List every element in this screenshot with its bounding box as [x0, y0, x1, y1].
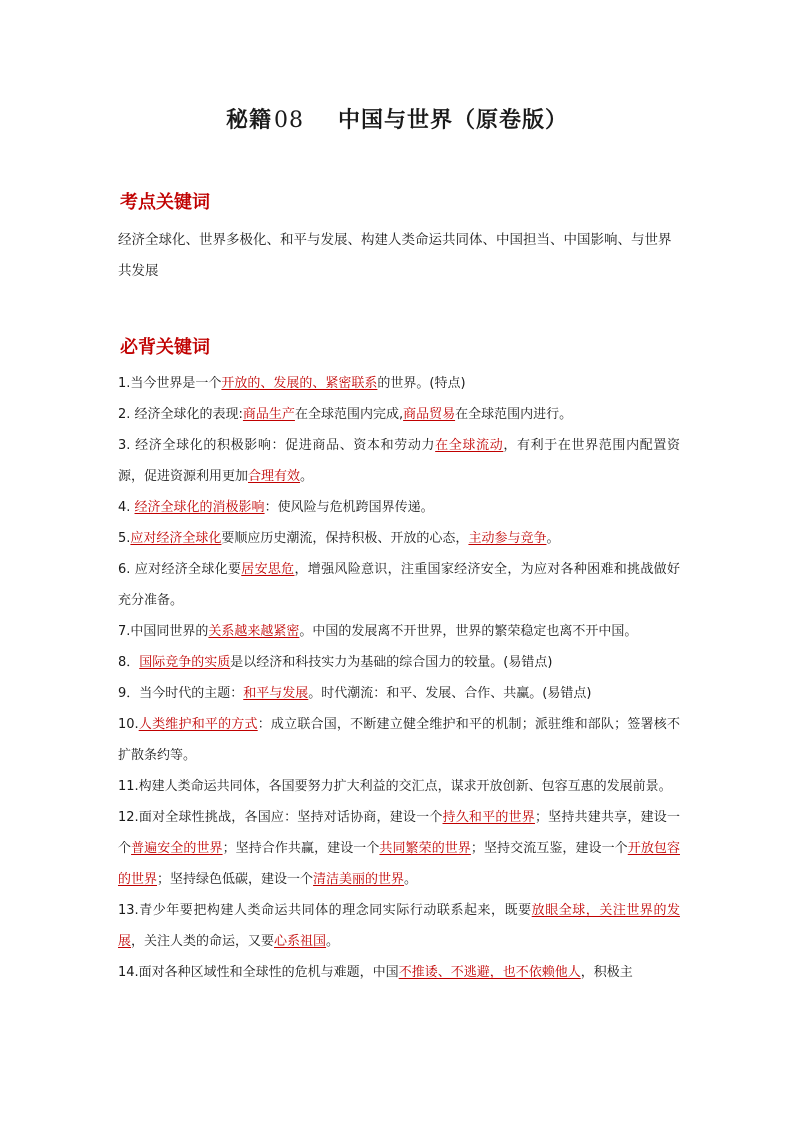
highlighted-keyword: 共同繁荣的世界 — [379, 841, 471, 856]
item-text: 7.中国同世界的 — [118, 624, 209, 639]
highlighted-keyword: 开放的、发展的、紧密联系 — [221, 376, 378, 391]
list-item — [118, 957, 680, 988]
list-item — [118, 554, 680, 616]
item-text: ：成立联合国，不断建立健全维护和平的机制；派驻维和部队；签署核不扩散条约等。 — [118, 717, 680, 763]
highlighted-keyword: 持久和平的世界 — [442, 810, 535, 825]
item-text: 3. 经济全球化的积极影响：促进商品、资本和劳动力 — [118, 438, 436, 453]
item-text: 。 — [300, 469, 314, 484]
title-number: 08 — [274, 108, 304, 133]
highlighted-keyword: 国际竞争的实质 — [139, 655, 231, 670]
highlighted-keyword: 关系越来越紧密 — [208, 624, 300, 639]
item-text: ，有利于在世界范围内配置资源，促进资源利用更加 — [118, 438, 680, 484]
list-item — [118, 399, 680, 430]
item-text: 11.构建人类命运共同体，各国要努力扩大利益的交汇点，谋求开放创新、包容互惠的发展前景。 — [118, 779, 672, 794]
memorize-heading: 必背关键词 — [120, 337, 210, 358]
highlighted-keyword: 居安思危 — [241, 562, 295, 577]
highlighted-keyword: 清洁美丽的世界 — [313, 872, 405, 887]
item-text: 。中国的发展离不开世界，世界的繁荣稳定也离不开中国。 — [299, 624, 638, 639]
highlighted-keyword: 商品贸易 — [403, 407, 456, 422]
list-item — [118, 523, 680, 554]
list-item — [118, 368, 680, 399]
list-item — [118, 802, 680, 895]
item-text: 9．当今时代的主题： — [118, 686, 244, 701]
highlighted-keyword: 人类维护和平的方式 — [138, 717, 258, 732]
list-item — [118, 709, 680, 771]
item-text: ；坚持交流互鉴，建设一个 — [470, 841, 628, 856]
highlighted-keyword: 主动参与竞争 — [468, 531, 547, 546]
highlighted-keyword: 不推诿、不逃避，也不依赖他人 — [398, 965, 581, 980]
list-item — [118, 678, 680, 709]
item-text: 5. — [118, 531, 131, 546]
list-item — [118, 492, 680, 523]
item-text: 14.面对各种区域性和全球性的危机与难题，中国 — [118, 965, 399, 980]
item-text: 。 — [326, 934, 340, 949]
item-text: 在全球范围内进行。 — [455, 407, 573, 422]
item-text: 12.面对全球性挑战，各国应：坚持对话协商，建设一个 — [118, 810, 443, 825]
keywords-text: 经济全球化、世界多极化、和平与发展、构建人类命运共同体、中国担当、中国影响、与世界共发展 — [118, 232, 672, 279]
title-main: 中国与世界（原卷版） — [338, 107, 569, 133]
list-item — [118, 616, 680, 647]
highlighted-keyword: 心系祖国 — [274, 934, 327, 949]
highlighted-keyword: 开放包容的世界 — [118, 841, 680, 887]
list-item — [118, 895, 680, 957]
page-title — [0, 103, 794, 134]
highlighted-keyword: 应对经济全球化 — [130, 531, 222, 546]
item-text: ；坚持合作共赢，建设一个 — [222, 841, 380, 856]
title-prefix: 秘籍 — [225, 107, 272, 133]
list-item — [118, 771, 680, 802]
highlighted-keyword: 商品生产 — [242, 407, 295, 422]
highlighted-keyword: 普遍安全的世界 — [131, 841, 223, 856]
memorize-list — [118, 368, 680, 988]
item-text: 2. 经济全球化的表现: — [118, 407, 243, 422]
highlighted-keyword: 放眼全球，关注世界的发展 — [118, 903, 680, 949]
keywords-heading: 考点关键词 — [120, 192, 210, 213]
item-text: 13.青少年要把构建人类命运共同体的理念同实际行动联系起来，既要 — [118, 903, 532, 918]
item-text: ；坚持共建共享，建设一个 — [118, 810, 680, 856]
item-text: ：使风险与危机跨国界传递。 — [264, 500, 434, 515]
highlighted-keyword: 经济全球化的消极影响 — [134, 500, 265, 515]
list-item — [118, 430, 680, 492]
item-text: 4. — [118, 500, 135, 515]
item-text: ，积极主 — [580, 965, 633, 980]
item-text: 的世界。(特点) — [377, 376, 466, 391]
highlighted-keyword: 合理有效 — [248, 469, 301, 484]
item-text: 在全球范围内完成, — [294, 407, 404, 422]
item-text: 6. 应对经济全球化要 — [118, 562, 242, 577]
item-text: ；坚持绿色低碳，建设一个 — [157, 872, 314, 887]
item-text: ，关注人类的命运，又要 — [131, 934, 275, 949]
item-text: 。时代潮流：和平、发展、合作、共赢。(易错点) — [308, 686, 592, 701]
highlighted-keyword: 在全球流动 — [435, 438, 504, 453]
item-text: 是以经济和科技实力为基础的综合国力的较量。(易错点) — [230, 655, 553, 670]
item-text: 8． — [118, 655, 140, 670]
item-text: 10. — [118, 717, 139, 732]
item-text: 1.当今世界是一个 — [118, 376, 222, 391]
item-text: 。 — [404, 872, 418, 887]
list-item — [118, 647, 680, 678]
item-text: 要顺应历史潮流，保持积极、开放的心态， — [221, 531, 469, 546]
highlighted-keyword: 和平与发展 — [243, 686, 309, 701]
item-text: 。 — [546, 531, 560, 546]
item-text: ，增强风险意识，注重国家经济安全，为应对各种困难和挑战做好充分准备。 — [118, 562, 680, 608]
